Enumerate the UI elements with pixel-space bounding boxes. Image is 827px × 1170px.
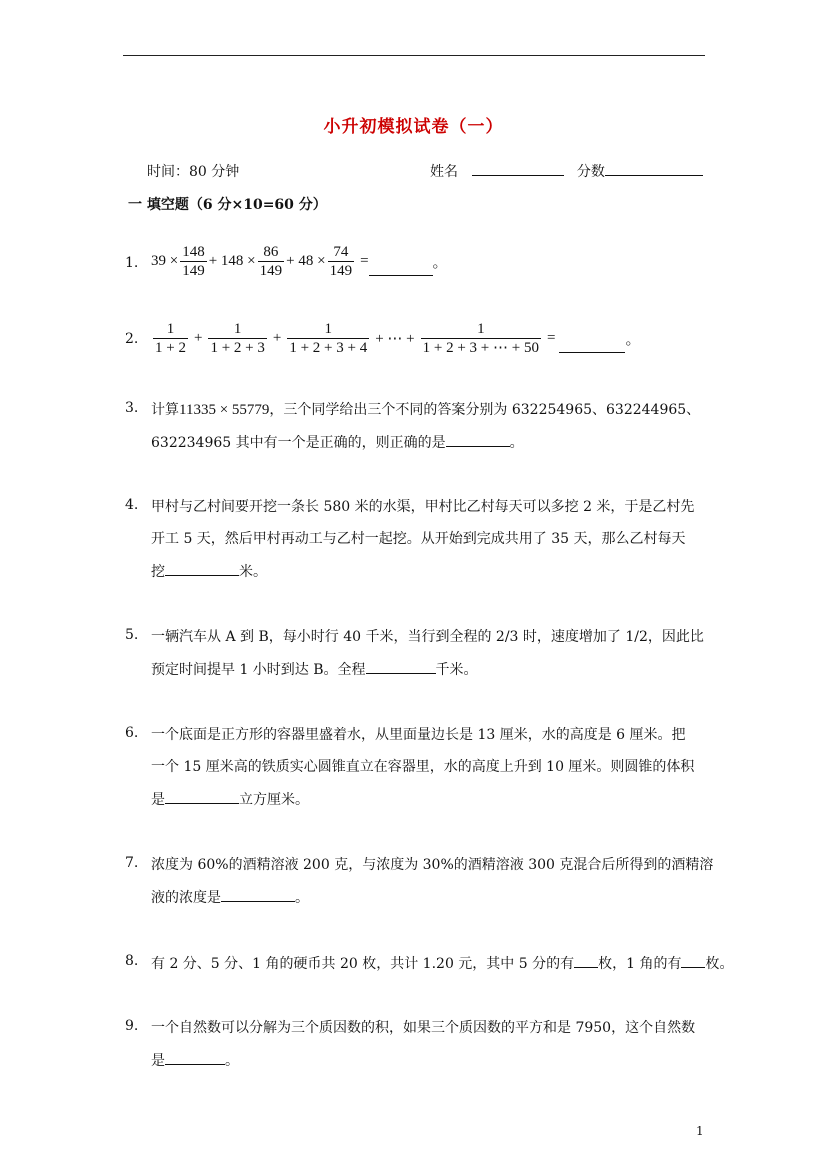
q2-expression	[151, 320, 640, 357]
denominator: 1 + 2	[155, 340, 186, 356]
q4-text: 米。	[239, 564, 267, 580]
numerator: 74	[333, 244, 349, 260]
answer-blank	[369, 261, 433, 276]
equals-sign: =	[360, 253, 369, 269]
q3-line-2	[151, 432, 524, 453]
numerator: 1	[233, 321, 242, 337]
q3-line-1	[151, 400, 700, 420]
q5-line-1: 一辆汽车从 A 到 B，每小时行 40 千米，当行到全程的 2/3 时，速度增加了 1/2，因此比	[151, 629, 704, 645]
q7-line-2	[151, 887, 309, 908]
score-blank	[605, 161, 703, 176]
denominator: 1 + 2 + 3 + 4	[289, 340, 368, 356]
answer-blank	[366, 659, 436, 674]
q7-text: 液的浓度是	[151, 890, 221, 906]
score-label: 分数	[576, 164, 605, 180]
period: 。	[625, 332, 641, 348]
question-number: 3.	[125, 400, 139, 416]
numerator: 148	[182, 244, 205, 260]
fraction	[328, 243, 355, 280]
q7-line-1: 浓度为 60%的酒精溶液 200 克，与浓度为 30%的酒精溶液 300 克混合后所得到的酒精溶	[151, 857, 714, 873]
answer-blank	[559, 338, 625, 353]
q3-text: 632234965 其中有一个是正确的，则正确的是	[151, 435, 446, 451]
q1-expression	[151, 243, 448, 280]
q9-line-1: 一个自然数可以分解为三个质因数的积，如果三个质因数的平方和是 7950，这个自然数	[151, 1020, 696, 1036]
denominator: 149	[259, 263, 283, 279]
q6-text: 立方厘米。	[239, 792, 309, 808]
q8-text: 枚，1 角的有	[598, 956, 682, 972]
name-label: 姓名	[430, 164, 458, 180]
answer-blank	[681, 953, 705, 968]
q8-text: 枚。	[705, 956, 734, 972]
fraction	[208, 320, 266, 357]
q9-line-2	[151, 1050, 239, 1071]
q5-text: 千米。	[435, 662, 478, 678]
equals-sign: =	[546, 330, 556, 346]
numerator: 1	[477, 321, 485, 337]
q6-line-2: 一个 15 厘米高的铁质实心圆锥直立在容器里，水的高度上升到 10 厘米。则圆锥的体积	[151, 759, 695, 775]
q6-text: 是	[151, 792, 165, 808]
q3-text: 计算	[151, 402, 179, 418]
q9-text: 是	[151, 1053, 165, 1069]
question-number: 4.	[125, 497, 139, 513]
section-heading: 一 填空题（6 分×10=60 分）	[128, 197, 327, 213]
answer-blank	[165, 1050, 225, 1065]
q8-line-1	[151, 953, 733, 974]
fraction	[258, 243, 285, 280]
answer-blank	[165, 789, 239, 804]
denominator: 1 + 2 + 3 + ⋯ + 50	[422, 340, 539, 356]
name-blank	[472, 161, 564, 176]
answer-blank	[221, 887, 295, 902]
answer-blank	[165, 561, 239, 576]
q4-text: 挖	[151, 564, 165, 580]
period: 。	[509, 435, 524, 451]
q4-line-2: 开工 5 天，然后甲村再动工与乙村一起挖。从开始到完成共用了 35 天，那么乙村每天	[151, 531, 686, 547]
question-number: 2.	[125, 331, 139, 347]
question-number: 8.	[125, 953, 139, 969]
fraction	[180, 243, 207, 280]
numerator: 1	[324, 321, 333, 337]
page-title: 小升初模拟试卷（一）	[323, 117, 504, 137]
q5-text: 预定时间提早 1 小时到达 B。全程	[151, 662, 366, 678]
fraction	[421, 320, 541, 357]
question-number: 1.	[125, 255, 139, 271]
question-number: 6.	[125, 725, 139, 741]
q3-text: ，三个同学给出三个不同的答案分别为 632254965、632244965、	[269, 402, 701, 418]
denominator: 149	[182, 263, 205, 279]
fraction	[287, 320, 369, 357]
period: 。	[295, 890, 309, 906]
q8-text: 有 2 分、5 分、1 角的硬币共 20 枚，共计 1.20 元，其中 5 分的有	[151, 956, 575, 972]
q5-line-2	[151, 659, 478, 680]
q6-line-3	[151, 789, 309, 810]
q1-term: + 148 ×	[208, 253, 256, 269]
q3-math: 11335 × 55779	[179, 402, 270, 418]
plus-sign: +	[193, 330, 203, 346]
page-number: 1	[696, 1124, 704, 1138]
denominator: 149	[329, 263, 353, 279]
q1-term: 39 ×	[151, 253, 179, 269]
plus-sign: +	[272, 330, 282, 346]
q6-line-1: 一个底面是正方形的容器里盛着水，从里面量边长是 13 厘米，水的高度是 6 厘米。把	[151, 727, 686, 743]
header-rule	[123, 55, 705, 56]
name-field	[430, 161, 703, 181]
denominator: 1 + 2 + 3	[210, 340, 265, 356]
fraction	[153, 320, 188, 357]
numerator: 86	[263, 244, 279, 260]
q4-line-3	[151, 561, 267, 582]
numerator: 1	[166, 321, 175, 337]
period: 。	[225, 1053, 239, 1069]
answer-blank	[574, 953, 598, 968]
question-number: 9.	[125, 1018, 139, 1034]
answer-blank	[446, 432, 510, 447]
period: 。	[432, 255, 448, 271]
q1-term: + 48 ×	[286, 253, 326, 269]
time-label: 时间：80 分钟	[147, 164, 240, 180]
ellipsis-plus: + ⋯ +	[375, 331, 415, 347]
q4-line-1: 甲村与乙村间要开挖一条长 580 米的水渠，甲村比乙村每天可以多挖 2 米，于是乙村先	[151, 499, 695, 515]
question-number: 5.	[125, 627, 139, 643]
question-number: 7.	[125, 855, 139, 871]
